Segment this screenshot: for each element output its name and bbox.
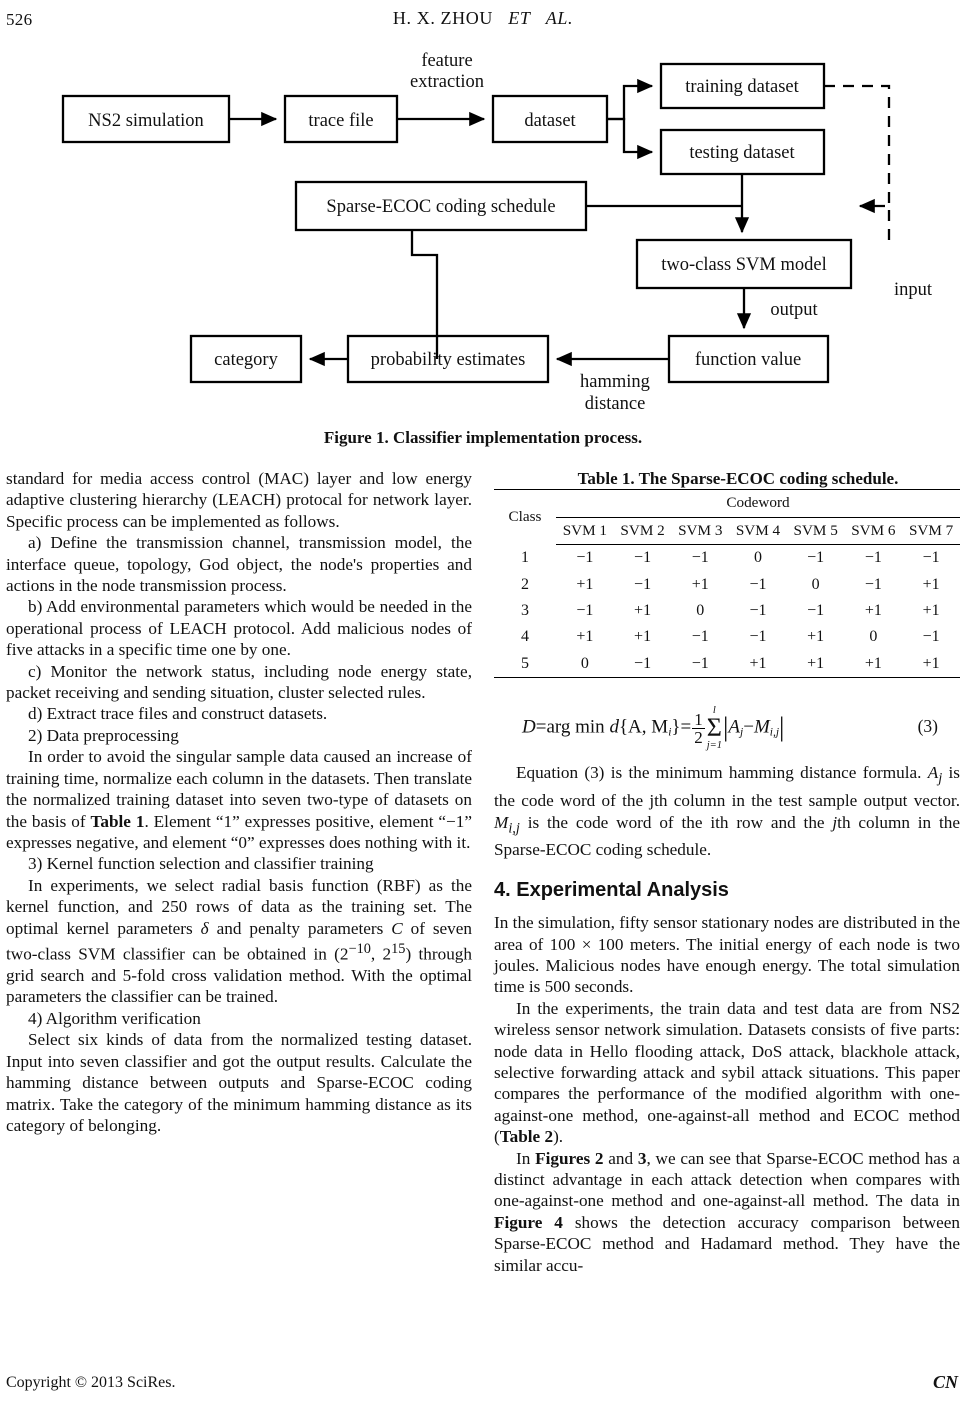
symbol-a: A (927, 763, 939, 783)
figure-1-diagram (0, 40, 966, 440)
text-run: In experiments, we select radial basis function (RBF) as the kernel function, and 250 rows of data as the training set. The optimal kernel parameters (6, 875, 472, 938)
running-head-et: ET (508, 8, 531, 28)
node-probability-label: probability estimates (370, 350, 526, 370)
cell-value: −1 (922, 549, 940, 567)
cell-value: −1 (864, 575, 882, 593)
text-run: is the code word of the ith row and the (519, 812, 833, 832)
cell-value: −1 (807, 549, 825, 567)
figure-1-caption: Figure 1. Classifier implementation process. (323, 428, 643, 447)
paragraph-c: c) Monitor the network status, including node energy state, packet receiving and sending situation, cluster selected rules. (6, 661, 472, 703)
paragraph-preprocessing (6, 746, 472, 853)
eq-equals-2: = (680, 716, 692, 738)
running-head-al: AL. (545, 8, 574, 28)
copyright-notice: Copyright © 2013 SciRes. (6, 1374, 176, 1391)
section-heading-experimental-analysis: 4. Experimental Analysis (494, 878, 729, 901)
symbol-delta: δ (200, 918, 209, 938)
text-run: . Element “1” expresses positive, element “−1” expresses negative, and element “0” expresses does nothing with it. (6, 811, 472, 852)
cell-value: −1 (749, 575, 767, 593)
cell-value: +1 (729, 651, 787, 678)
node-ns2-simulation-label: NS2 simulation (88, 111, 204, 131)
eq-summation (707, 706, 722, 751)
eq-abs-close: | (779, 711, 785, 742)
eq-frac-denominator: 2 (694, 728, 703, 748)
text-run: In (516, 1148, 536, 1168)
table-2-reference: Table 2 (499, 1127, 554, 1147)
figure-4-reference: Figure 4 (494, 1212, 563, 1232)
paragraph-datasets (494, 998, 960, 1148)
label-feature-extraction-line2: extraction (410, 72, 484, 92)
cell-value: 0 (869, 628, 878, 646)
cell-value: 0 (811, 575, 820, 593)
figure-1 (0, 40, 966, 447)
eq-set-subscript: i (668, 726, 672, 739)
right-column (494, 468, 960, 1276)
heading-kernel-selection: 3) Kernel function selection and classifier training (28, 854, 374, 874)
cell-value: +1 (634, 602, 652, 620)
table-1-sparse-ecoc (494, 489, 960, 678)
node-dataset-label: dataset (524, 111, 576, 131)
symbol-a-subscript: j (938, 770, 943, 787)
cell-value: −1 (691, 549, 709, 567)
eq-term-m-subscript: i,j (769, 726, 780, 739)
label-hamming-line1: hamming (580, 372, 650, 392)
paragraph-equation-explanation (494, 762, 960, 861)
symbol-j: j (832, 812, 838, 832)
exponent-15: 15 (391, 940, 406, 957)
text-run: Equation (3) is the minimum hamming distance formula. (516, 763, 928, 783)
edge-dataset-to-training (607, 86, 652, 119)
cell-value: +1 (634, 628, 652, 646)
text-run: In the experiments, the train data and test data are from NS2 wireless sensor network simulation. Datasets consists of five parts: node data in Hello flooding attack, DoS attack, blackhole attack, selective forwarding attack and sybil attack situations. This paper compares the performance of the modified algorithm with one-against-one method, one-against-all method and ECOC method ( (494, 998, 960, 1147)
paragraph-verification: Select six kinds of data from the normalized testing dataset. Input into seven classifier and got the output results. Calculate the hamming distance between outputs and Sparse-ECOC coding matrix. Take the category of the minimum hamming distance as its category of belonging. (6, 1030, 472, 1135)
figures-2-reference: Figures 2 (535, 1148, 604, 1168)
eq-abs-open: | (723, 711, 729, 742)
table-row (494, 624, 960, 650)
cell-value: −1 (922, 628, 940, 646)
table-row (494, 651, 960, 678)
running-head (0, 8, 966, 34)
table-row (494, 545, 960, 572)
edge-training-input-to-svm (860, 206, 889, 240)
paragraph-d: d) Extract trace files and construct datasets. (28, 704, 328, 724)
symbol-m-subscript: i,j (508, 819, 520, 836)
sigma-icon: Σ (706, 713, 722, 743)
node-function-value-label: function value (694, 350, 802, 370)
paragraph-figures-discussion (494, 1148, 960, 1276)
paragraph-b: b) Add environmental parameters which would be needed in the operational process of LEACH protocol. Add malicious nodes of five attacks in a specific time one by one. (6, 597, 472, 660)
cell-value: +1 (922, 575, 940, 593)
node-training-dataset-label: training dataset (685, 77, 799, 97)
node-coding-schedule-label: Sparse-ECOC coding schedule (326, 197, 556, 217)
text-run: ). (553, 1127, 564, 1147)
table-row (494, 572, 960, 598)
table-col-svm-2: SVM 2 (614, 517, 672, 544)
equation-3-body (522, 706, 784, 751)
eq-set-open: {A, M (618, 716, 669, 738)
node-trace-file-label: trace file (308, 111, 374, 131)
left-column (6, 468, 472, 1136)
cell-value: +1 (576, 628, 594, 646)
text-run: In order to avoid the singular sample data caused an increase of training time, normalize each column in the datasets. Then translate the normalized training dataset into seven two-type of datasets on the basis of (6, 747, 472, 831)
cell-value: +1 (922, 602, 940, 620)
eq-term-a: A (728, 716, 741, 738)
cell-value: −1 (807, 602, 825, 620)
table-col-svm-5: SVM 5 (787, 517, 845, 544)
table-col-svm-6: SVM 6 (845, 517, 903, 544)
eq-d: d (609, 716, 619, 738)
label-hamming-line2: distance (584, 394, 646, 414)
eq-set-close: } (671, 716, 681, 738)
eq-term-a-subscript: j (740, 726, 744, 739)
running-head-title (0, 8, 966, 29)
symbol-c: C (391, 918, 403, 938)
cell-class: 2 (521, 575, 529, 593)
cell-value: +1 (902, 651, 960, 678)
cell-value: −1 (634, 549, 652, 567)
label-output: output (770, 300, 818, 320)
running-head-authors: H. X. ZHOU (392, 8, 493, 28)
text-run: of seven two-class SVM classifier can be obtained in (2 (6, 918, 472, 964)
eq-fraction-one-half (692, 711, 705, 747)
cell-class: 3 (521, 602, 529, 620)
node-svm-model-label: two-class SVM model (661, 255, 827, 275)
cell-value: −1 (576, 602, 594, 620)
page-number: 526 (6, 10, 33, 29)
eq-frac-numerator: 1 (694, 709, 703, 729)
cell-value: +1 (845, 651, 903, 678)
text-run: and (603, 1148, 638, 1168)
paragraph-continuation: standard for media access control (MAC) layer and low energy adaptive clustering hierarchy (LEACH) protocal for network layer. Specific process can be implemented as follows. (6, 469, 472, 531)
cell-value: +1 (807, 628, 825, 646)
table-col-svm-1: SVM 1 (556, 517, 614, 544)
cell-class: 4 (521, 628, 529, 646)
cell-value: +1 (787, 651, 845, 678)
equation-3-number: (3) (917, 716, 938, 737)
cell-value: −1 (576, 549, 594, 567)
cell-value: −1 (634, 575, 652, 593)
table-header-group-row (494, 490, 960, 517)
exponent-minus-10: −10 (348, 940, 371, 957)
table-col-svm-4: SVM 4 (729, 517, 787, 544)
table-1-caption: Table 1. The Sparse-ECOC coding schedule. (577, 469, 899, 488)
edge-training-dashed-right (824, 86, 889, 208)
cell-value: −1 (749, 628, 767, 646)
cell-value: +1 (576, 575, 594, 593)
cell-class: 5 (494, 651, 556, 678)
eq-term-m: M (753, 716, 770, 738)
text-run: , 2 (370, 944, 392, 964)
text-run: shows the detection accuracy comparison between Sparse-ECOC method and Hadamard method. They have the similar accu- (494, 1212, 960, 1275)
eq-sum-lower-limit: j=1 (706, 739, 722, 751)
text-run: , we can see that Sparse-ECOC method has a distinct advantage in each attack detection when compares with one-against-one method and one-against-all method. The data in (494, 1148, 961, 1211)
node-category-label: category (214, 350, 278, 370)
cell-value: −1 (749, 602, 767, 620)
cell-value: −1 (864, 549, 882, 567)
table-row (494, 598, 960, 624)
text-run: th column in the Sparse-ECOC coding schedule. (494, 812, 960, 860)
journal-abbreviation: CN (932, 1372, 958, 1392)
figure-3-reference: 3 (637, 1148, 647, 1168)
text-run: ) through grid search and 5-fold cross validation method. With the optimal parameters the classifier can be trained. (6, 944, 472, 1007)
table-col-svm-3: SVM 3 (671, 517, 729, 544)
label-feature-extraction-line1: feature (421, 51, 473, 71)
text-run: is the code word of the jth column in the test sample output vector. (494, 763, 960, 811)
label-input: input (893, 280, 933, 300)
cell-value: −1 (691, 628, 709, 646)
eq-minus: − (743, 716, 754, 738)
cell-value: −1 (614, 651, 672, 678)
table-1-reference: Table 1 (90, 811, 145, 831)
cell-class: 1 (521, 548, 529, 566)
equation-3 (494, 694, 960, 756)
cell-value: +1 (864, 602, 882, 620)
cell-value: 0 (753, 549, 762, 567)
table-col-svm-7: SVM 7 (902, 517, 960, 544)
eq-lhs: D (522, 716, 536, 738)
eq-sum-upper-limit: l (712, 705, 716, 717)
cell-value: 0 (556, 651, 614, 678)
table-header-class: Class (494, 490, 556, 545)
edge-dataset-to-testing (607, 119, 652, 152)
paragraph-a: a) Define the transmission channel, transmission model, the interface queue, topology, God object, the node's properties and actions in the node transmission process. (6, 533, 472, 596)
eq-argmin: arg min (546, 716, 605, 738)
heading-data-preprocessing: 2) Data preprocessing (28, 725, 179, 745)
paragraph-simulation-setup: In the simulation, fifty sensor stationary nodes are distributed in the area of 100 × 100 meters. The initial energy of each node is two joules. Malicious nodes have enough energy. The total simulation time is 500 seconds. (494, 913, 960, 997)
page-footer (0, 1374, 966, 1398)
table-header-columns-row (494, 517, 960, 544)
symbol-m: M (494, 812, 509, 832)
text-run: and penalty parameters (208, 918, 392, 938)
table-header-codeword: Codeword (556, 490, 960, 517)
cell-value: 0 (696, 602, 705, 620)
heading-algorithm-verification: 4) Algorithm verification (28, 1008, 201, 1028)
cell-value: +1 (691, 575, 709, 593)
node-testing-dataset-label: testing dataset (689, 143, 795, 163)
cell-value: −1 (671, 651, 729, 678)
eq-equals-1: = (535, 716, 547, 738)
paragraph-kernel (6, 875, 472, 1008)
